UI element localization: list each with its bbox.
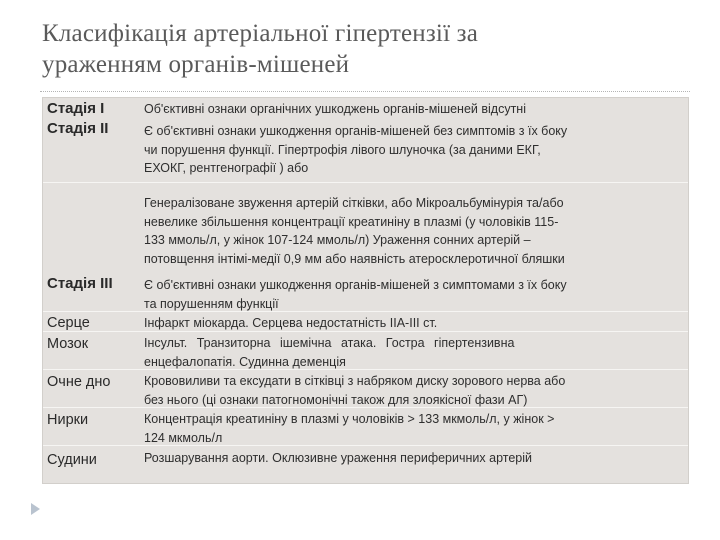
- stage-1-label: Стадія I: [47, 100, 105, 117]
- text-line: ЕХОКГ, рентгенографії ) або: [144, 161, 309, 176]
- brain-text: [144, 334, 686, 371]
- brain-label: Мозок: [47, 336, 89, 352]
- fundus-text: [144, 372, 686, 409]
- text-line: без нього (ці ознаки патогномонічні також для злоякісної фази АГ): [144, 392, 528, 407]
- stage-3-label: Стадія III: [47, 275, 113, 292]
- fundus-label: Очне дно: [47, 374, 111, 390]
- vessels-label: Судини: [47, 452, 97, 468]
- stage-2-text: [144, 122, 686, 178]
- text-line: Інсульт. Транзиторна ішемічна атака. Гостра гіпертензивна: [144, 336, 515, 350]
- bullet-arrow-icon: [31, 503, 40, 515]
- text-line: 124 мкмоль/л: [144, 430, 223, 445]
- slide-title-line-2: ураженням органів-мішеней: [42, 51, 350, 78]
- text-line: невелике збільшення концентрації креатиніну в плазмі (у чоловіків 115-: [144, 214, 559, 229]
- classification-table: [42, 97, 689, 484]
- stage-2-text-continued: [144, 194, 686, 268]
- text-line: та порушенням функції: [144, 296, 279, 311]
- text-line: Інфаркт міокарда. Серцева недостатність IIА-III ст.: [144, 316, 438, 330]
- slide-title-line-1: Класифікація артеріальної гіпертензії за: [42, 20, 479, 47]
- text-line: потовщення інтімі-медії 0,9 мм або наявність атеросклеротичної бляшки: [144, 251, 565, 266]
- stage-1-text: [144, 100, 686, 119]
- text-line: Є об'єктивні ознаки ушкодження органів-мішеней з симптомами з їх боку: [144, 278, 567, 292]
- text-line: Генералізоване звуження артерій сітківки, або Мікроальбумінурія та/або: [144, 196, 564, 210]
- text-line: 133 ммоль/л, у жінок 107-124 ммоль/л) Ураження сонних артерій –: [144, 233, 531, 248]
- heart-label: Серце: [47, 315, 90, 331]
- text-line: чи порушення функції. Гіпертрофія лівого шлуночка (за даними ЕКГ,: [144, 142, 541, 157]
- stage-3-text: [144, 276, 686, 313]
- vessels-text: [144, 449, 686, 468]
- text-line: Концентрація креатиніну в плазмі у чоловіків > 133 мкмоль/л, у жінок >: [144, 412, 555, 426]
- title-divider: [40, 91, 690, 92]
- text-line: Є об'єктивні ознаки ушкодження органів-мішеней без симптомів з їх боку: [144, 124, 568, 138]
- heart-text: [144, 314, 686, 333]
- kidneys-label: Нирки: [47, 412, 89, 428]
- stage-2-label: Стадія II: [47, 120, 109, 137]
- text-line: Крововиливи та ексудати в сітківці з набряком диску зорового нерва або: [144, 374, 566, 388]
- slide-title: [42, 18, 682, 80]
- text-line: Розшарування аорти. Оклюзивне ураження периферичних артерій: [144, 451, 532, 465]
- text-line: енцефалопатія. Судинна деменція: [144, 354, 346, 369]
- kidneys-text: [144, 410, 686, 447]
- text-line: Об'єктивні ознаки органічних ушкоджень органів-мішеней відсутні: [144, 102, 526, 116]
- row-separator: [43, 182, 688, 183]
